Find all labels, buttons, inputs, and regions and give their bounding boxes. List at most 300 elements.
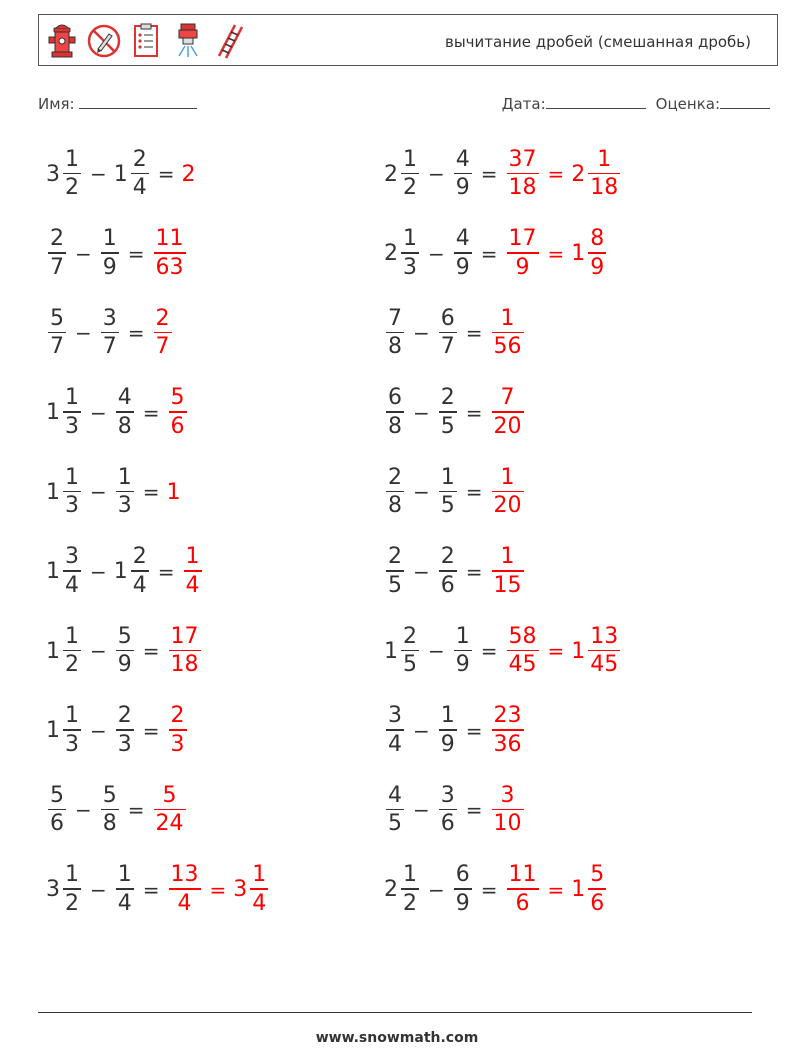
minuend-fraction [386, 705, 404, 756]
equals-sign: = [480, 162, 498, 186]
minuend-fraction [386, 387, 404, 438]
subtrahend-denominator: 6 [440, 572, 455, 598]
answer-numerator: 1 [500, 305, 515, 331]
minuend-number [46, 705, 83, 756]
minuend-number [46, 464, 83, 519]
subtrahend-fraction [101, 305, 119, 360]
minuend-fraction [63, 387, 81, 438]
minuend-numerator: 1 [65, 146, 79, 172]
answer-number [152, 782, 188, 837]
minuend-denominator: 7 [50, 254, 64, 280]
footer-url: www.snowmath.com [315, 1030, 479, 1046]
subtrahend-number [114, 546, 151, 597]
subtrahend-number [452, 146, 474, 201]
minuend-fraction [48, 305, 66, 360]
subtrahend-denominator: 9 [455, 652, 470, 678]
answer-numerator: 58 [508, 623, 537, 649]
answer-numerator: 2 [155, 305, 170, 331]
subtrahend-numerator: 3 [102, 305, 117, 331]
minuend-number [384, 782, 406, 837]
subtrahend-number [114, 464, 136, 519]
minus-sign: − [413, 400, 430, 425]
answer-number [167, 480, 182, 505]
minuend-denominator: 8 [388, 413, 402, 439]
minuend-number [46, 623, 83, 678]
answer-numerator: 3 [500, 782, 515, 808]
problem-item [46, 540, 204, 604]
subtrahend-number [114, 387, 136, 438]
problem-item [46, 142, 197, 206]
subtrahend-number [114, 623, 136, 678]
minuend-whole: 1 [384, 638, 398, 664]
answer [152, 782, 188, 837]
answer-denominator: 56 [493, 334, 522, 360]
subtrahend-fraction [439, 387, 457, 438]
answer-denominator: 4 [185, 572, 200, 598]
answer-numerator: 13 [170, 862, 199, 888]
minuend-fraction [401, 228, 419, 279]
subtrahend-numerator: 2 [440, 385, 455, 411]
subtrahend-fraction [439, 782, 457, 837]
answer-mixed-denominator: 45 [590, 652, 619, 678]
minuend-numerator: 1 [403, 862, 417, 888]
subtrahend-fraction [454, 228, 472, 279]
equals-sign: = [465, 798, 483, 822]
answer-denominator: 45 [508, 652, 537, 678]
subtrahend-whole: 1 [113, 559, 128, 584]
answer-fraction [169, 387, 187, 438]
subtrahend-number [437, 305, 459, 360]
minuend-fraction [401, 623, 419, 678]
answer-mixed-numerator: 1 [252, 862, 267, 888]
subtrahend-number [99, 782, 121, 837]
problem-item [384, 381, 526, 445]
minuend-whole: 2 [384, 877, 398, 902]
answer-mixed-numerator: 1 [597, 146, 612, 172]
minuend-denominator: 5 [403, 652, 417, 678]
problem-item [46, 381, 189, 445]
answer [182, 162, 197, 187]
answer-mixed-number [571, 864, 608, 915]
answer-number [505, 146, 541, 201]
answer-number [167, 864, 203, 915]
minuend-number [384, 146, 421, 201]
minus-sign: − [428, 162, 445, 186]
answer-number [167, 387, 189, 438]
minus-sign: − [90, 877, 107, 902]
subtrahend-denominator: 6 [440, 811, 455, 837]
answer-number [505, 228, 541, 279]
minuend-numerator: 2 [388, 464, 402, 490]
answer-mixed-numerator: 8 [590, 226, 605, 252]
answer-number [505, 623, 541, 678]
minuend-number [46, 305, 68, 360]
minus-sign: − [75, 241, 92, 266]
minuend-whole: 2 [384, 161, 398, 187]
answer-fraction [169, 864, 201, 915]
equals-sign: = [465, 718, 483, 743]
answer-fraction [507, 228, 539, 279]
answer-equals-sign: = [547, 241, 565, 266]
problem-item [384, 301, 526, 365]
subtrahend-denominator: 5 [440, 413, 455, 439]
minus-sign: − [413, 480, 430, 504]
subtrahend-numerator: 1 [102, 226, 117, 252]
equals-sign: = [480, 241, 498, 266]
answer-number [490, 464, 526, 519]
subtrahend-denominator: 9 [440, 731, 455, 757]
answer [505, 864, 609, 915]
answer-mixed-numerator: 5 [590, 862, 605, 888]
minuend-fraction [48, 782, 66, 837]
answer-fraction [492, 546, 524, 597]
equals-sign: = [465, 321, 483, 345]
minuend-number [46, 228, 68, 279]
answer-numerator: 2 [170, 703, 185, 729]
minus-sign: − [428, 877, 445, 902]
subtrahend-fraction [116, 864, 134, 915]
answer-numerator: 7 [500, 385, 515, 411]
minuend-number [46, 146, 83, 201]
answer-mixed-number [571, 623, 622, 678]
minuend-whole: 1 [46, 479, 60, 505]
minuend-numerator: 2 [388, 544, 402, 570]
answer [490, 546, 526, 597]
subtrahend-denominator: 3 [117, 493, 132, 519]
answer-fraction [507, 623, 539, 678]
subtrahend-fraction [439, 705, 457, 756]
subtrahend-fraction [116, 464, 134, 519]
answer [490, 705, 526, 756]
answer [182, 546, 204, 597]
answer-mixed-whole: 1 [571, 241, 586, 266]
date-label: Дата: [501, 95, 546, 113]
subtrahend-numerator: 6 [455, 862, 470, 888]
answer-denominator: 7 [155, 334, 170, 360]
answer-number [167, 623, 203, 678]
subtrahend-fraction [101, 782, 119, 837]
answer-mixed-number [571, 146, 622, 201]
minuend-numerator: 5 [50, 305, 64, 331]
answer [167, 705, 189, 756]
minuend-numerator: 1 [65, 464, 79, 490]
answer [490, 305, 526, 360]
answer-mixed-whole: 3 [233, 877, 248, 902]
subtrahend-number [114, 705, 136, 756]
minuend-whole: 1 [46, 718, 60, 743]
minuend-number [384, 623, 421, 678]
minuend-fraction [63, 546, 81, 597]
minuend-whole: 3 [46, 877, 60, 902]
answer-fraction [492, 387, 524, 438]
answer-fraction [507, 864, 539, 915]
answer-denominator: 63 [155, 254, 184, 280]
minuend-whole: 1 [46, 400, 60, 425]
problem-item [384, 142, 622, 206]
answer [167, 623, 203, 678]
subtrahend-denominator: 4 [117, 890, 132, 916]
answer-numerator: 1 [500, 464, 515, 490]
subtrahend-denominator: 5 [440, 493, 455, 519]
subtrahend-numerator: 4 [455, 146, 470, 172]
subtrahend-numerator: 1 [117, 862, 132, 888]
answer-fraction [492, 705, 524, 756]
answer [152, 228, 188, 279]
subtrahend-denominator: 7 [102, 334, 117, 360]
minuend-number [384, 387, 406, 438]
answer-number [152, 228, 188, 279]
answer-number [505, 864, 541, 915]
minuend-fraction [386, 782, 404, 837]
minuend-numerator: 6 [388, 385, 402, 411]
answer [490, 387, 526, 438]
problem-item [384, 858, 608, 922]
subtrahend-denominator: 7 [440, 334, 455, 360]
minuend-denominator: 2 [65, 890, 79, 916]
problem-item [384, 619, 622, 683]
equals-sign: = [142, 400, 160, 425]
equals-sign: = [127, 798, 145, 822]
minus-sign: − [413, 321, 430, 345]
minuend-number [384, 305, 406, 360]
answer-mixed-denominator: 6 [590, 890, 605, 916]
subtrahend-number [437, 782, 459, 837]
answer-fraction [169, 705, 187, 756]
problem-item [46, 222, 188, 286]
subtrahend-numerator: 1 [117, 464, 132, 490]
minuend-fraction [401, 146, 419, 201]
answer [505, 146, 623, 201]
answer-fraction [492, 782, 524, 837]
minuend-numerator: 4 [388, 782, 402, 808]
minuend-fraction [63, 705, 81, 756]
subtrahend-number [437, 387, 459, 438]
subtrahend-number [437, 464, 459, 519]
answer-denominator: 18 [170, 652, 199, 678]
minuend-fraction [63, 623, 81, 678]
minuend-numerator: 5 [50, 782, 64, 808]
subtrahend-fraction [454, 864, 472, 915]
answer-denominator: 9 [515, 254, 530, 280]
answer [152, 305, 174, 360]
answer-numerator: 37 [508, 146, 537, 172]
minus-sign: − [413, 718, 430, 743]
answer-numerator: 17 [508, 226, 537, 252]
subtrahend-denominator: 9 [455, 890, 470, 916]
minuend-whole: 1 [46, 559, 60, 584]
equals-sign: = [157, 559, 175, 584]
answer [167, 480, 182, 505]
answer-fraction [492, 305, 524, 360]
answer-denominator: 36 [493, 731, 522, 757]
minuend-numerator: 1 [65, 385, 79, 411]
answer-equals-sign: = [547, 639, 565, 663]
answer-mixed-fraction [588, 228, 606, 279]
answer-fraction [492, 464, 524, 519]
answer-fraction [154, 782, 186, 837]
answer-mixed-number [233, 864, 270, 915]
minuend-whole: 2 [384, 241, 398, 266]
subtrahend-fraction [131, 146, 149, 201]
minus-sign: − [90, 162, 107, 186]
subtrahend-fraction [454, 146, 472, 201]
minuend-denominator: 8 [388, 493, 402, 519]
answer-number [490, 705, 526, 756]
answer [167, 864, 271, 915]
equals-sign: = [465, 559, 483, 584]
subtrahend-number [99, 228, 121, 279]
minus-sign: − [90, 480, 107, 504]
equals-sign: = [142, 718, 160, 743]
minuend-fraction [386, 464, 404, 519]
answer-numerator: 11 [155, 226, 184, 252]
answer-denominator: 15 [493, 572, 522, 598]
minus-sign: − [90, 639, 107, 663]
subtrahend-fraction [131, 546, 149, 597]
minuend-numerator: 1 [65, 623, 79, 649]
minuend-number [384, 546, 406, 597]
equals-sign: = [127, 321, 145, 345]
minuend-fraction [48, 228, 66, 279]
answer-numerator: 5 [170, 385, 185, 411]
answer-denominator: 6 [170, 413, 185, 439]
minuend-denominator: 8 [388, 334, 402, 360]
answer-numerator: 11 [508, 862, 537, 888]
minuend-numerator: 1 [65, 862, 79, 888]
minus-sign: − [75, 321, 92, 345]
minus-sign: − [90, 400, 107, 425]
minuend-number [384, 464, 406, 519]
minuend-fraction [63, 146, 81, 201]
answer-denominator: 20 [493, 493, 522, 519]
answer-mixed-fraction [588, 146, 620, 201]
subtrahend-fraction [439, 546, 457, 597]
answer-mixed-fraction [250, 864, 268, 915]
problem-item [384, 540, 526, 604]
answer-mixed-number [571, 228, 608, 279]
subtrahend-fraction [101, 228, 119, 279]
answer-denominator: 20 [493, 413, 522, 439]
subtrahend-denominator: 3 [117, 731, 132, 757]
subtrahend-fraction [116, 705, 134, 756]
subtrahend-denominator: 8 [117, 413, 132, 439]
problem-item [384, 699, 526, 763]
subtrahend-number [452, 623, 474, 678]
minuend-denominator: 3 [403, 254, 417, 280]
problem-item [46, 301, 174, 365]
answer [490, 464, 526, 519]
answer-mixed-whole: 2 [571, 161, 586, 187]
answer-mixed-whole: 1 [571, 638, 586, 664]
subtrahend-denominator: 4 [132, 175, 147, 201]
subtrahend-fraction [116, 387, 134, 438]
equals-sign: = [142, 877, 160, 902]
subtrahend-fraction [454, 623, 472, 678]
minuend-number [46, 546, 83, 597]
minuend-number [46, 864, 83, 915]
subtrahend-number [437, 705, 459, 756]
equals-sign: = [157, 162, 175, 186]
subtrahend-numerator: 4 [455, 226, 470, 252]
minus-sign: − [90, 718, 107, 743]
answer-number [490, 546, 526, 597]
subtrahend-fraction [439, 305, 457, 360]
minuend-denominator: 2 [65, 652, 79, 678]
subtrahend-denominator: 9 [102, 254, 117, 280]
worksheet-title: вычитание дробей (смешанная дробь) [444, 33, 751, 51]
minuend-denominator: 5 [388, 572, 402, 598]
subtrahend-denominator: 9 [455, 175, 470, 201]
equals-sign: = [465, 400, 483, 425]
minuend-numerator: 2 [50, 226, 64, 252]
answer-number [182, 546, 204, 597]
minuend-fraction [401, 864, 419, 915]
problem-item [384, 222, 608, 286]
subtrahend-denominator: 8 [102, 811, 117, 837]
subtrahend-numerator: 2 [132, 544, 147, 570]
problem-item [46, 858, 270, 922]
minuend-number [46, 782, 68, 837]
answer-numerator: 17 [170, 623, 199, 649]
answer-equals-sign: = [209, 877, 227, 902]
equals-sign: = [127, 241, 145, 266]
minuend-denominator: 2 [403, 175, 417, 201]
subtrahend-numerator: 4 [117, 385, 132, 411]
minuend-numerator: 1 [403, 146, 417, 172]
problem-item [384, 778, 526, 842]
subtrahend-numerator: 5 [117, 623, 132, 649]
equals-sign: = [142, 639, 160, 663]
subtrahend-numerator: 3 [440, 782, 455, 808]
minuend-whole: 3 [46, 161, 60, 187]
answer-number [490, 782, 526, 837]
minuend-denominator: 5 [388, 811, 402, 837]
minuend-number [384, 228, 421, 279]
subtrahend-number [452, 864, 474, 915]
minuend-denominator: 2 [403, 890, 417, 916]
answer-mixed-fraction [588, 864, 606, 915]
answer-mixed-denominator: 9 [590, 254, 605, 280]
problem-item [46, 778, 188, 842]
equals-sign: = [480, 877, 498, 902]
problem-item [384, 460, 526, 524]
minuend-numerator: 2 [403, 623, 417, 649]
subtrahend-numerator: 1 [440, 464, 455, 490]
subtrahend-numerator: 1 [440, 703, 455, 729]
answer [505, 228, 609, 279]
subtrahend-numerator: 2 [117, 703, 132, 729]
minus-sign: − [428, 241, 445, 266]
subtrahend-number [114, 864, 136, 915]
answer-numerator: 5 [162, 782, 177, 808]
name-label: Имя: [38, 95, 75, 113]
minuend-number [384, 864, 421, 915]
minus-sign: − [75, 798, 92, 822]
minuend-denominator: 4 [388, 731, 402, 757]
minuend-denominator: 7 [50, 334, 64, 360]
subtrahend-number [437, 546, 459, 597]
subtrahend-numerator: 6 [440, 305, 455, 331]
answer [505, 623, 623, 678]
minuend-denominator: 3 [65, 493, 79, 519]
answer-mixed-fraction [588, 623, 620, 678]
subtrahend-denominator: 4 [132, 572, 147, 598]
answer-equals-sign: = [547, 877, 565, 902]
minuend-numerator: 3 [65, 544, 79, 570]
answer-mixed-denominator: 4 [252, 890, 267, 916]
answer-fraction [154, 305, 172, 360]
minuend-numerator: 1 [65, 703, 79, 729]
